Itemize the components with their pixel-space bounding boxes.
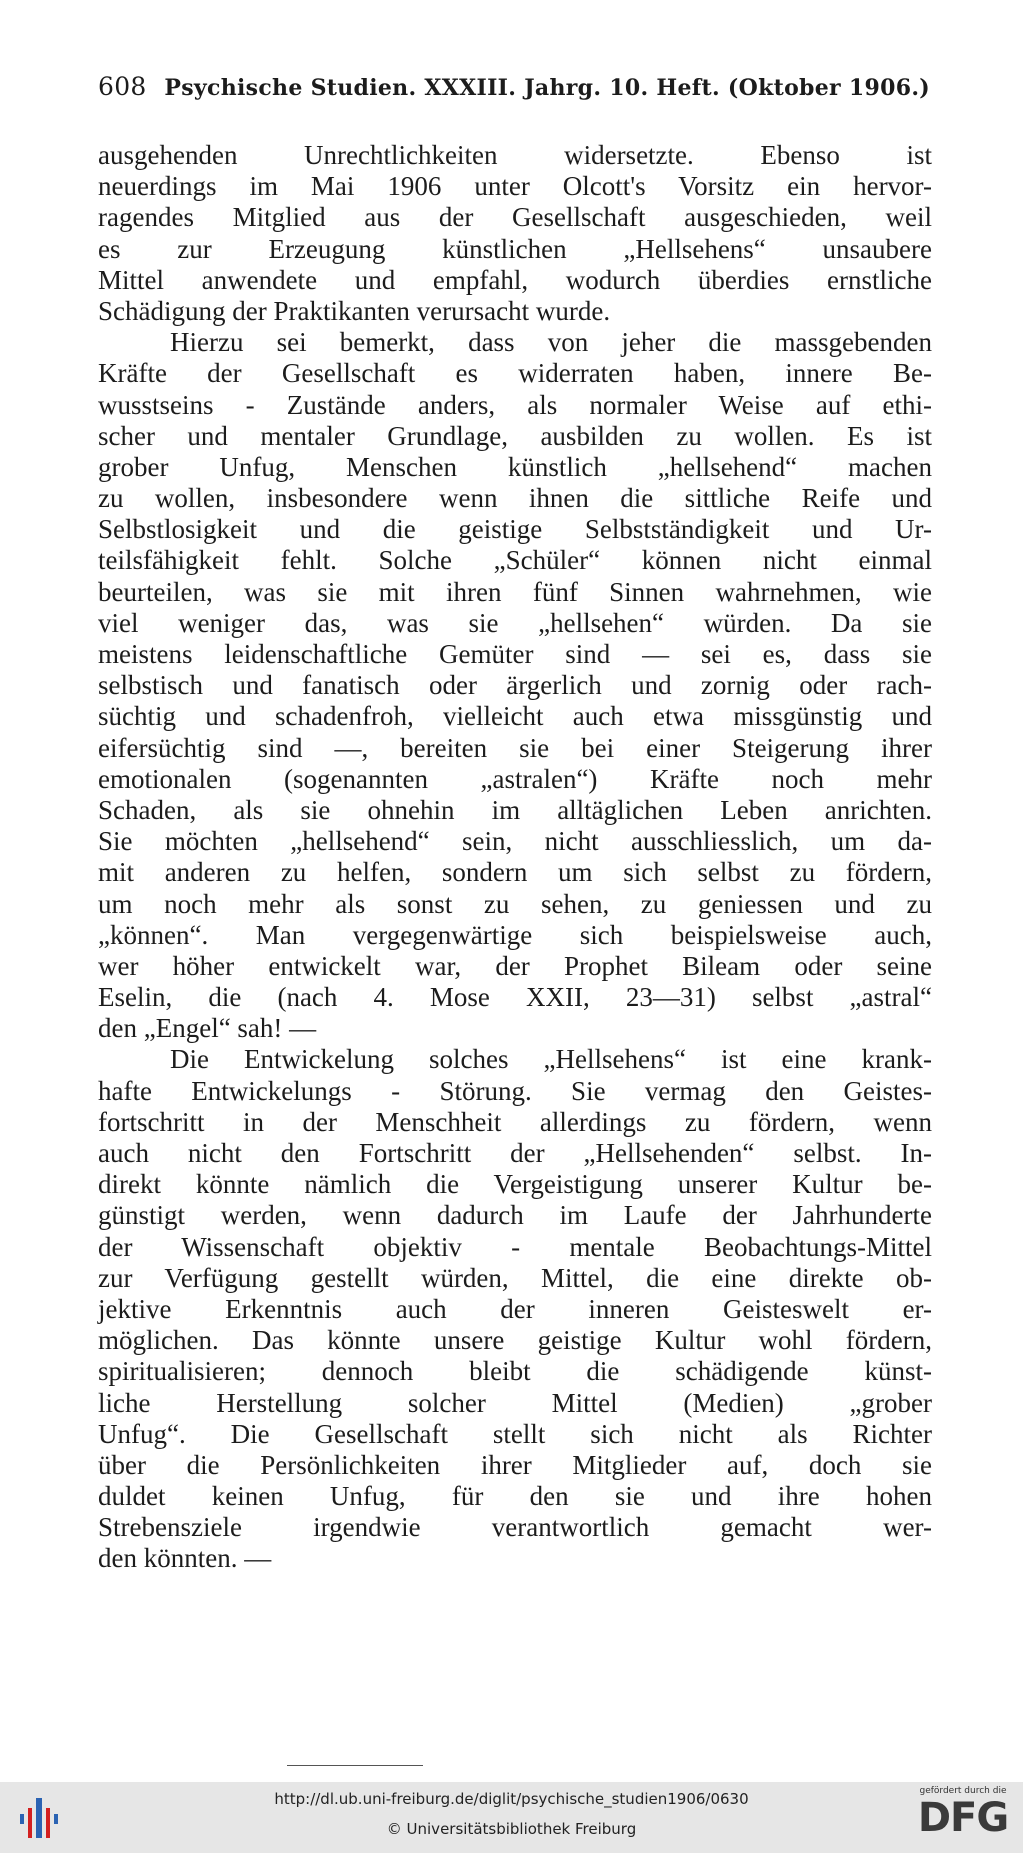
text-line: teilsfähigkeit fehlt. Solche „Schüler“ können nicht einmal (98, 545, 932, 576)
text-line: neuerdings im Mai 1906 unter Olcott's Vorsitz ein hervor- (98, 171, 932, 202)
text-line: meistens leidenschaftliche Gemüter sind — sei es, dass sie (98, 639, 932, 669)
text-line: günstigt werden, wenn dadurch im Laufe der Jahrhunderte (98, 1200, 932, 1231)
text-line: Strebensziele irgendwie verantwortlich gemacht wer- (98, 1512, 932, 1543)
text-line: ragendes Mitglied aus der Gesellschaft ausgeschieden, weil (98, 202, 932, 233)
text-line: Selbstlosigkeit und die geistige Selbstständigkeit und Ur- (98, 514, 932, 545)
text-line: Die Entwickelung solches „Hellsehens“ ist eine krank- (170, 1044, 932, 1075)
text-line: auch nicht den Fortschritt der „Hellsehenden“ selbst. In- (98, 1138, 932, 1168)
text-line: den „Engel“ sah! — (98, 1013, 317, 1044)
text-line: über die Persönlichkeiten ihrer Mitglieder auf, doch sie (98, 1449, 932, 1480)
text-line: der Wissenschaft objektiv - mentale Beobachtungs-Mittel (98, 1231, 932, 1262)
viewer-footer (0, 1782, 1023, 1853)
text-line: direkt könnte nämlich die Vergeistigung unserer Kultur be- (98, 1169, 932, 1200)
dfg-logo-text: DFG (917, 1795, 1009, 1841)
text-line: wusstseins - Zustände anders, als normaler Weise auf ethi- (98, 389, 932, 420)
text-line: liche Herstellung solcher Mittel (Medien) „grober (98, 1387, 932, 1418)
text-line: den könnten. — (98, 1543, 272, 1574)
text-line: „können“. Man vergegenwärtige sich beispielsweise auch, (98, 919, 932, 950)
running-header (98, 72, 930, 101)
text-line: Hierzu sei bemerkt, dass von jeher die massgebenden (170, 327, 932, 358)
text-line: jektive Erkenntnis auch der inneren Geisteswelt er- (98, 1293, 932, 1324)
text-line: Unfug“. Die Gesellschaft stellt sich nicht als Richter (98, 1418, 932, 1449)
text-line: grober Unfug, Menschen künstlich „hellsehend“ machen (98, 451, 932, 482)
text-line: hafte Entwickelungs - Störung. Sie vermag den Geistes- (98, 1075, 932, 1106)
text-line: Eselin, die (nach 4. Mose XXII, 23—31) selbst „astral“ (98, 982, 932, 1013)
text-line: Sie möchten „hellsehend“ sein, nicht ausschliesslich, um da- (98, 826, 932, 857)
text-line: Kräfte der Gesellschaft es widerraten haben, innere Be- (98, 358, 932, 389)
copyright-notice: © Universitätsbibliothek Freiburg (386, 1820, 637, 1838)
text-line: beurteilen, was sie mit ihren fünf Sinnen wahrnehmen, wie (98, 576, 932, 607)
funder-note: gefördert durch die (919, 1786, 1007, 1796)
text-line: wer höher entwickelt war, der Prophet Bileam oder seine (98, 950, 932, 981)
running-title: Psychische Studien. XXXIII. Jahrg. 10. Heft. (Oktober 1906.) (164, 75, 930, 101)
text-line: möglichen. Das könnte unsere geistige Kultur wohl fördern, (98, 1325, 932, 1356)
text-line: duldet keinen Unfug, für den sie und ihre hohen (98, 1481, 932, 1512)
text-line: Mittel anwendete und empfahl, wodurch überdies ernstliche (98, 264, 932, 295)
text-line: es zur Erzeugung künstlichen „Hellsehens“ unsaubere (98, 233, 932, 264)
text-line: selbstisch und fanatisch oder ärgerlich und zornig oder rach- (98, 670, 932, 701)
text-line: spiritualisieren; dennoch bleibt die schädigende künst- (98, 1356, 932, 1387)
text-line: Schaden, als sie ohnehin im alltäglichen Leben anrichten. (98, 794, 932, 825)
footnote-rule (287, 1765, 423, 1766)
text-line: zu wollen, insbesondere wenn ihnen die sittliche Reife und (98, 483, 932, 514)
source-url-link[interactable]: http://dl.ub.uni-freiburg.de/diglit/psychische_studien1906/0630 (274, 1790, 749, 1808)
text-line: süchtig und schadenfroh, vielleicht auch etwa missgünstig und (98, 701, 932, 732)
text-line: ausgehenden Unrechtlichkeiten widersetzte. Ebenso ist (98, 140, 932, 170)
text-line: Schädigung der Praktikanten verursacht wurde. (98, 295, 611, 326)
body-text (98, 140, 932, 1575)
text-line: scher und mentaler Grundlage, ausbilden zu wollen. Es ist (98, 420, 932, 451)
text-line: um noch mehr als sonst zu sehen, zu geniessen und zu (98, 888, 932, 919)
text-line: eifersüchtig sind —, bereiten sie bei einer Steigerung ihrer (98, 732, 932, 763)
text-line: mit anderen zu helfen, sondern um sich selbst zu fördern, (98, 857, 932, 888)
dfg-logo (915, 1786, 1011, 1850)
text-line: viel weniger das, was sie „hellsehen“ würden. Da sie (98, 607, 932, 638)
text-line: zur Verfügung gestellt würden, Mittel, die eine direkte ob- (98, 1262, 932, 1293)
page-number: 608 (98, 72, 147, 101)
text-line: emotionalen (sogenannten „astralen“) Kräfte noch mehr (98, 763, 932, 794)
text-line: fortschritt in der Menschheit allerdings zu fördern, wenn (98, 1106, 932, 1137)
